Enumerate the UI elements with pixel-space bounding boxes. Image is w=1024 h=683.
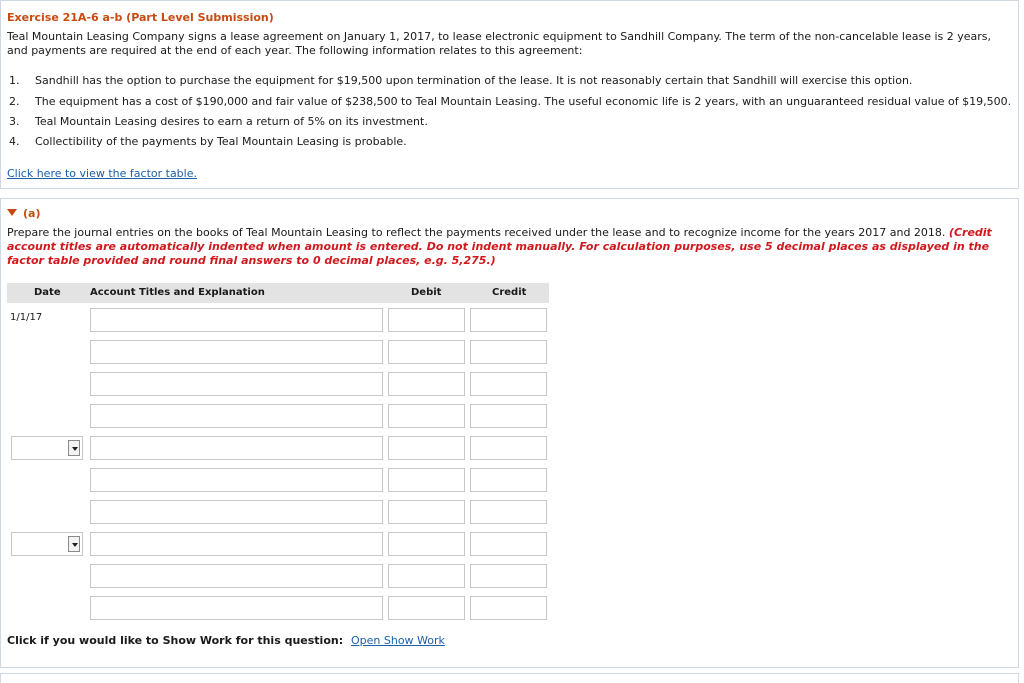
credit-input[interactable] <box>470 436 547 460</box>
debit-input[interactable] <box>388 308 465 332</box>
account-title-input[interactable] <box>90 308 383 332</box>
journal-table-header <box>7 283 549 303</box>
collapse-triangle-icon <box>7 209 17 216</box>
credit-input[interactable] <box>470 596 547 620</box>
header-date: Date <box>34 287 61 298</box>
part-a-label: (a) <box>23 207 41 220</box>
exercise-panel <box>0 0 1019 189</box>
entry-date: 1/1/17 <box>10 312 43 323</box>
header-debit: Debit <box>411 287 442 298</box>
credit-input[interactable] <box>470 564 547 588</box>
account-title-input[interactable] <box>90 564 383 588</box>
account-title-input[interactable] <box>90 404 383 428</box>
list-item-number: 1. <box>9 74 20 87</box>
credit-input[interactable] <box>470 468 547 492</box>
exercise-title: Exercise 21A-6 a-b (Part Level Submission) <box>7 11 274 24</box>
chevron-down-icon[interactable] <box>68 440 80 456</box>
debit-input[interactable] <box>388 500 465 524</box>
open-show-work-link[interactable]: Open Show Work <box>351 634 445 647</box>
credit-input[interactable] <box>470 308 547 332</box>
exercise-intro: Teal Mountain Leasing Company signs a lease agreement on January 1, 2017, to lease electronic equipment to Sandhill Company. The term of the non-cancelable lease is 2 years, and payments are required at the end of each year. The following information relates to this agreement: <box>7 30 992 57</box>
list-item-text: Collectibility of the payments by Teal Mountain Leasing is probable. <box>35 135 407 148</box>
part-a-toggle[interactable] <box>7 207 40 220</box>
debit-input[interactable] <box>388 596 465 620</box>
date-select[interactable] <box>11 532 83 556</box>
debit-input[interactable] <box>388 564 465 588</box>
date-select[interactable] <box>11 436 83 460</box>
list-item-text: Teal Mountain Leasing desires to earn a return of 5% on its investment. <box>35 115 428 128</box>
account-title-input[interactable] <box>90 468 383 492</box>
account-title-input[interactable] <box>90 340 383 364</box>
debit-input[interactable] <box>388 404 465 428</box>
part-a-instructions <box>7 226 1012 268</box>
header-account: Account Titles and Explanation <box>90 287 265 298</box>
instructions-note: (Credit account titles are automatically indented when amount is entered. Do not indent manually. For calculation purposes, use 5 decimal places as displayed in the factor table provided and round final answers to 0 decimal places, e.g. 5,275.) <box>7 226 992 267</box>
credit-input[interactable] <box>470 372 547 396</box>
debit-input[interactable] <box>388 436 465 460</box>
list-item-text: The equipment has a cost of $190,000 and fair value of $238,500 to Teal Mountain Leasing. The useful economic life is 2 years, with an unguaranteed residual value of $19,500. <box>35 95 1012 108</box>
factor-table-link[interactable]: Click here to view the factor table. <box>7 167 197 180</box>
list-item-number: 4. <box>9 135 20 148</box>
debit-input[interactable] <box>388 340 465 364</box>
show-work-prompt: Click if you would like to Show Work for this question: <box>7 634 344 647</box>
next-panel-edge <box>0 673 1019 683</box>
debit-input[interactable] <box>388 532 465 556</box>
credit-input[interactable] <box>470 500 547 524</box>
list-item-number: 2. <box>9 95 20 108</box>
account-title-input[interactable] <box>90 596 383 620</box>
part-a-panel <box>0 198 1019 668</box>
credit-input[interactable] <box>470 532 547 556</box>
instructions-text: Prepare the journal entries on the books of Teal Mountain Leasing to reflect the payments received under the lease and to recognize income for the years 2017 and 2018. <box>7 226 946 239</box>
list-item-number: 3. <box>9 115 20 128</box>
list-item-text: Sandhill has the option to purchase the equipment for $19,500 upon termination of the lease. It is not reasonably certain that Sandhill will exercise this option. <box>35 74 913 87</box>
credit-input[interactable] <box>470 340 547 364</box>
credit-input[interactable] <box>470 404 547 428</box>
debit-input[interactable] <box>388 468 465 492</box>
account-title-input[interactable] <box>90 532 383 556</box>
account-title-input[interactable] <box>90 372 383 396</box>
header-credit: Credit <box>492 287 527 298</box>
debit-input[interactable] <box>388 372 465 396</box>
account-title-input[interactable] <box>90 500 383 524</box>
account-title-input[interactable] <box>90 436 383 460</box>
chevron-down-icon[interactable] <box>68 536 80 552</box>
